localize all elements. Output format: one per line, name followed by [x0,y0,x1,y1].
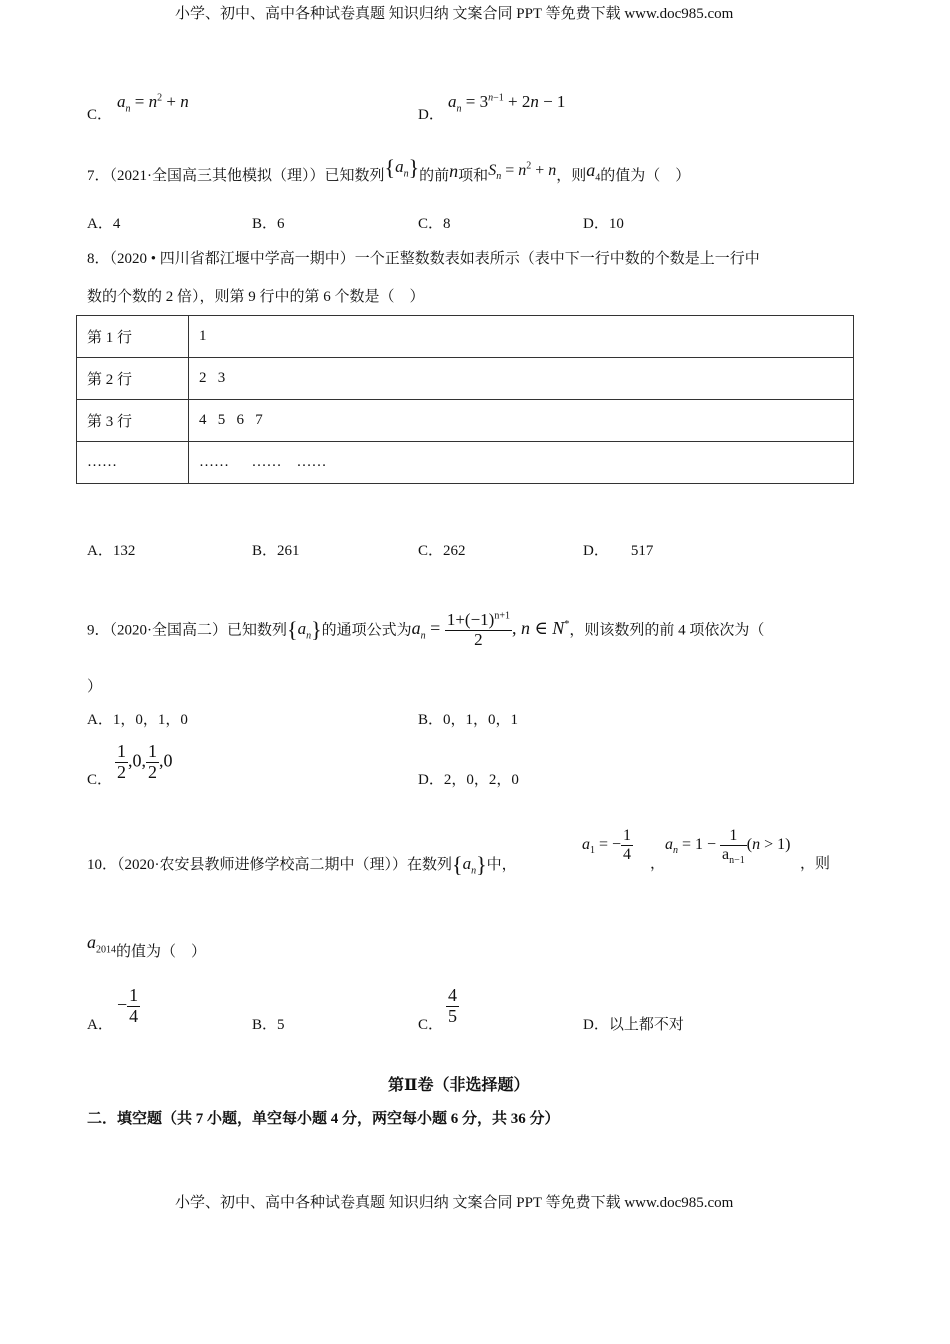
q7-option-d: D．10 [583,216,624,232]
q9-option-d: D．2，0，2，0 [418,772,519,788]
q8-option-d: D． 517 [583,543,654,559]
question-8-line2: 数的个数的 2 倍），则第 9 行中的第 6 个数是（ ） [87,289,425,305]
q10-option-b: B．5 [252,1017,285,1033]
row-values: 1 [189,316,854,358]
target-term: $a_4$ [586,159,601,184]
option-label: D． [418,107,444,123]
row-label: 第 3 行 [77,400,189,442]
question-number: 7． [87,167,110,184]
q7-option-c: C．8 [418,216,451,232]
q9-option-c-formula: $\frac{1}{2}$ ,0, $\frac{1}{2}$ ,0 [117,741,173,782]
section-subtitle: 二．填空题（共 7 小题，单空每小题 4 分，两空每小题 6 分，共 36 分） [87,1111,560,1127]
table-row [77,400,854,442]
page-footer: 小学、初中、高中各种试卷真题 知识归纳 文案合同 PPT 等免费下载 www.doc985.com [175,1195,734,1211]
table-row [77,358,854,400]
q10-option-c-formula: $\frac{4}{5}$ [448,985,457,1026]
sum-formula: $S_n = n^2 + n$ [488,160,557,183]
q10-option-a: A． [87,1017,113,1033]
q6-option-d-formula: $a_n = 3^{n-1} + 2n - 1$ [448,92,566,115]
q7-option-b: B．6 [252,216,285,232]
table-row [77,316,854,358]
row-label: 第 1 行 [77,316,189,358]
q6-option-c-formula: $a_n = n^2 + n$ [117,92,189,115]
q10-option-c: C． [418,1017,444,1033]
question-text: 已知数列 [324,167,385,184]
question-10-text: ，则 [800,856,831,872]
recurrence-formula: $a_n = 1$ − $\frac{1}{a_{n-1}}$ (n > 1) [665,827,791,866]
variable-n: n [449,160,459,181]
q10-option-d: D．以上都不对 [583,1017,684,1033]
question-10: 10．（2020·农安县教师进修学校高二期中（理））在数列$\{a_n\}$中， [87,852,517,877]
question-7 [87,155,691,189]
question-source: （2021·全国高三其他模拟（理）） [109,167,325,184]
q7-option-a: A．4 [87,216,121,232]
sequence-formula: $\{a_n\}$ [384,155,420,180]
question-8-line1: 8．（2020 • 四川省都江堰中学高一期中）一个正整数数表如表所示（表中下一行中数的个数是上一行中 [87,251,760,267]
page-header: 小学、初中、高中各种试卷真题 知识归纳 文案合同 PPT 等免费下载 www.doc985.com [175,6,734,22]
q8-option-c: C．262 [418,543,466,559]
section-title: 第Ⅱ卷（非选择题） [388,1077,530,1094]
q8-option-a: A．132 [87,543,136,559]
question-10-line2: $a_{2014}$的值为（ ） [87,932,207,960]
option-label: C． [87,107,113,123]
row-label: …… [77,442,189,484]
question-text: ，则 [556,167,587,184]
question-9: 9．（2020·全国高二）已知数列$\{a_n\}$的通项公式为$a_n$ = $\frac{1+(-1)^{n+1}}{2}$ , n ∈ N*，则该数列的前 4 项依次为（ [87,610,765,649]
row-label: 第 2 行 [77,358,189,400]
question-text: 的前 [419,167,450,184]
question-9-close: ） [87,679,103,695]
q9-option-a: A．1，0，1，0 [87,712,188,728]
comma: ， [650,856,666,872]
general-term-formula: $a_n$ = $\frac{1+(-1)^{n+1}}{2}$ , n ∈ N* [411,610,570,649]
q6-option-c [87,103,112,124]
initial-term-formula: $a_1$ = − $\frac{1}{4}$ [582,827,632,863]
target-term: $a_{2014}$ [87,932,116,956]
sequence-formula: $\{a_n\}$ [452,852,487,877]
q8-option-b: B．261 [252,543,300,559]
number-table [76,315,854,484]
question-text: 项和 [458,167,489,184]
q10-option-a-formula: − $\frac{1}{4}$ [117,985,139,1026]
q9-option-b: B．0，1，0，1 [418,712,519,728]
row-values: 2 3 [189,358,854,400]
row-values: 4 5 6 7 [189,400,854,442]
sequence-formula: $\{a_n\}$ [287,617,322,643]
row-values: …… …… …… [189,442,854,484]
q9-option-c: C． [87,772,113,788]
table-row [77,442,854,484]
q6-option-d [418,103,444,124]
question-text: 的值为（ ） [600,167,691,184]
